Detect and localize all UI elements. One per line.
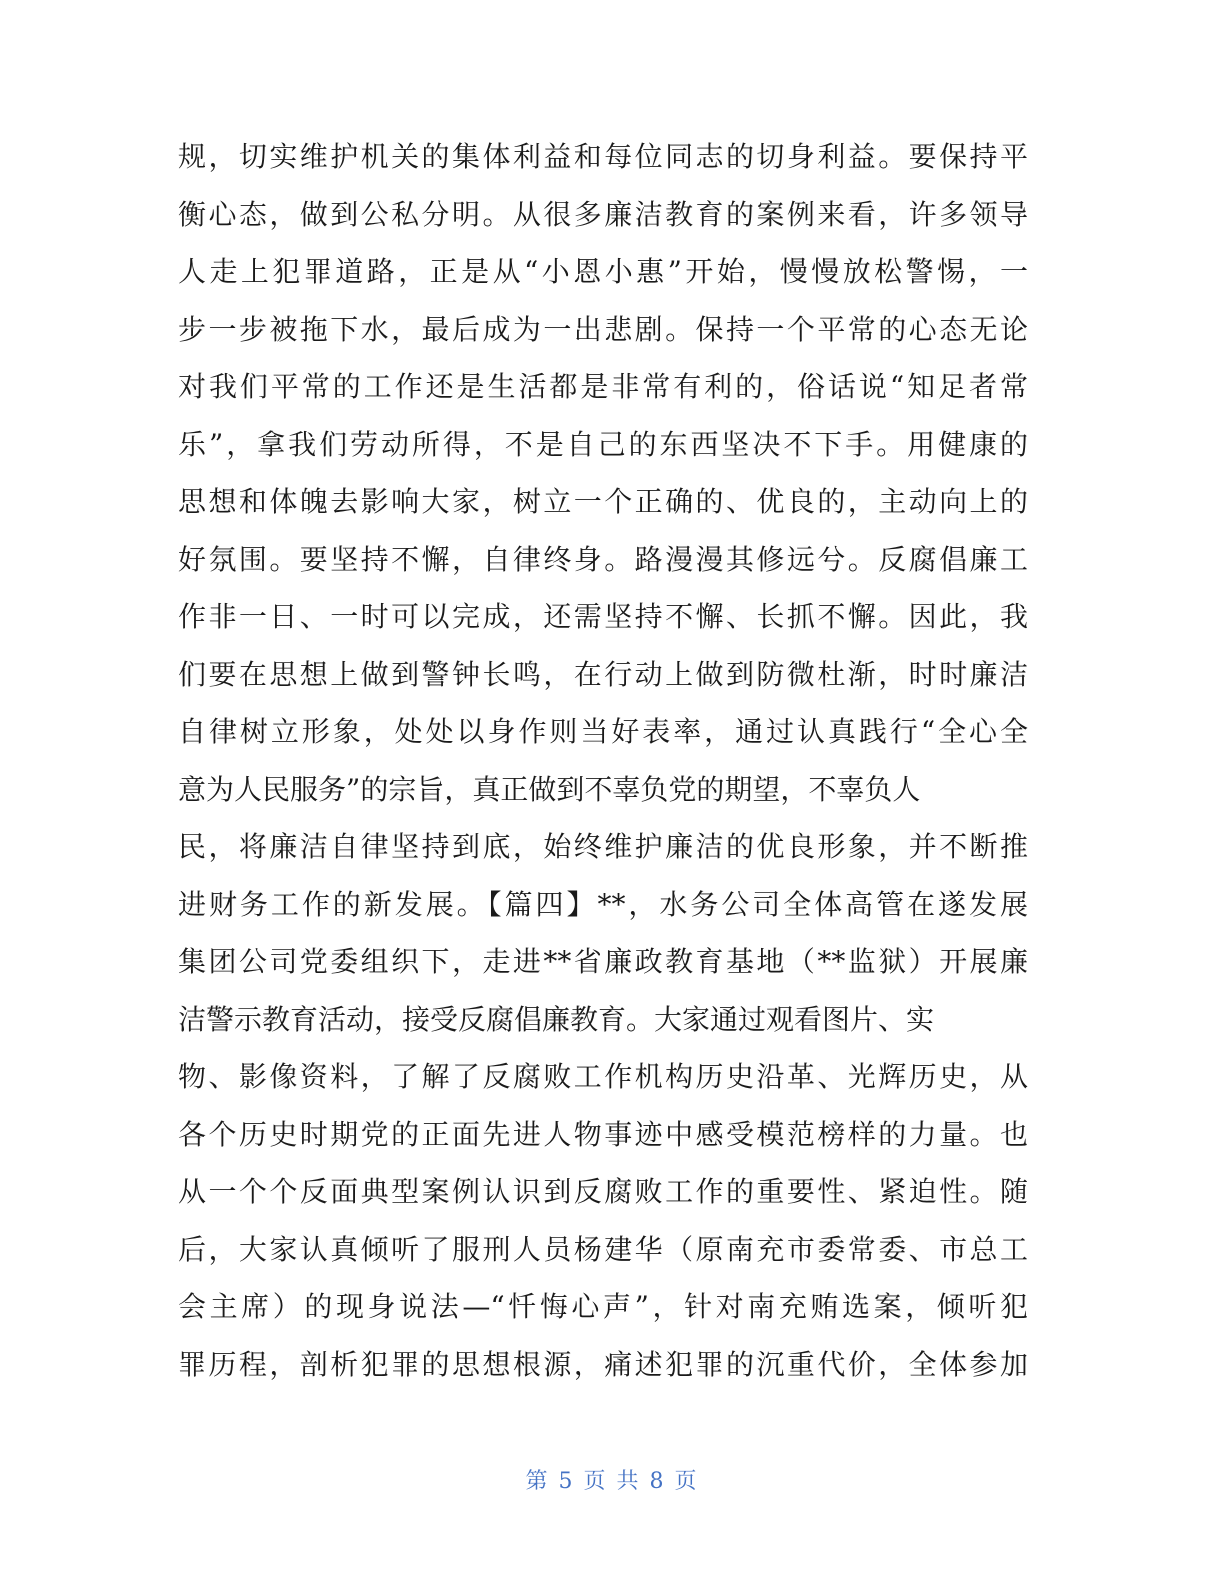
- body-text: [178, 128, 1028, 1393]
- text-line: 步一步被拖下水，最后成为一出悲剧。保持一个平常的心态无论: [178, 312, 1028, 346]
- text-line: 物、影像资料，了解了反腐败工作机构历史沿革、光辉历史，从: [178, 1060, 1028, 1093]
- text-line: 各个历史时期党的正面先进人物事迹中感受模范榜样的力量。也: [178, 1117, 1028, 1151]
- text-line: 作非一日、一时可以完成，还需坚持不懈、长抓不懈。因此，我: [178, 600, 1028, 633]
- text-line: 进财务工作的新发展。【篇四】**，水务公司全体高管在遂发展: [178, 887, 1028, 921]
- text-line: 思想和体魄去影响大家，树立一个正确的、优良的，主动向上的: [178, 485, 1028, 518]
- text-line: 罪历程，剖析犯罪的思想根源，痛述犯罪的沉重代价，全体参加: [178, 1347, 1028, 1381]
- text-line: 后，大家认真倾听了服刑人员杨建华（原南充市委常委、市总工: [178, 1232, 1028, 1266]
- text-line: 衡心态，做到公私分明。从很多廉洁教育的案例来看，许多领导: [178, 197, 1028, 231]
- text-line: 对我们平常的工作还是生活都是非常有利的，俗话说“知足者常: [178, 370, 1028, 403]
- text-line: 人走上犯罪道路，正是从“小恩小惠”开始，慢慢放松警惕，一: [178, 255, 1028, 288]
- text-line: 规，切实维护机关的集体利益和每位同志的切身利益。要保持平: [178, 140, 1028, 173]
- page-number-footer: 第 5 页 共 8 页: [525, 1469, 699, 1494]
- text-line: 自律树立形象，处处以身作则当好表率，通过认真践行“全心全: [178, 715, 1028, 748]
- text-line: 从一个个反面典型案例认识到反腐败工作的重要性、紧迫性。随: [178, 1175, 1028, 1208]
- text-line: 们要在思想上做到警钟长鸣，在行动上做到防微杜渐，时时廉洁: [178, 657, 1028, 691]
- text-line: 集团公司党委组织下，走进**省廉政教育基地（**监狱）开展廉: [178, 945, 1028, 978]
- text-line: 意为人民服务”的宗旨，真正做到不辜负党的期望，不辜负人: [178, 772, 921, 806]
- text-line: 民，将廉洁自律坚持到底，始终维护廉洁的优良形象，并不断推: [178, 830, 1028, 863]
- text-line: 乐”，拿我们劳动所得，不是自己的东西坚决不下手。用健康的: [178, 427, 1028, 461]
- text-line: 好氛围。要坚持不懈，自律终身。路漫漫其修远兮。反腐倡廉工: [178, 542, 1028, 576]
- text-line: 会主席）的现身说法—“忏悔心声”，针对南充贿选案，倾听犯: [178, 1290, 1028, 1323]
- text-line: 洁警示教育活动，接受反腐倡廉教育。大家通过观看图片、实: [178, 1002, 935, 1036]
